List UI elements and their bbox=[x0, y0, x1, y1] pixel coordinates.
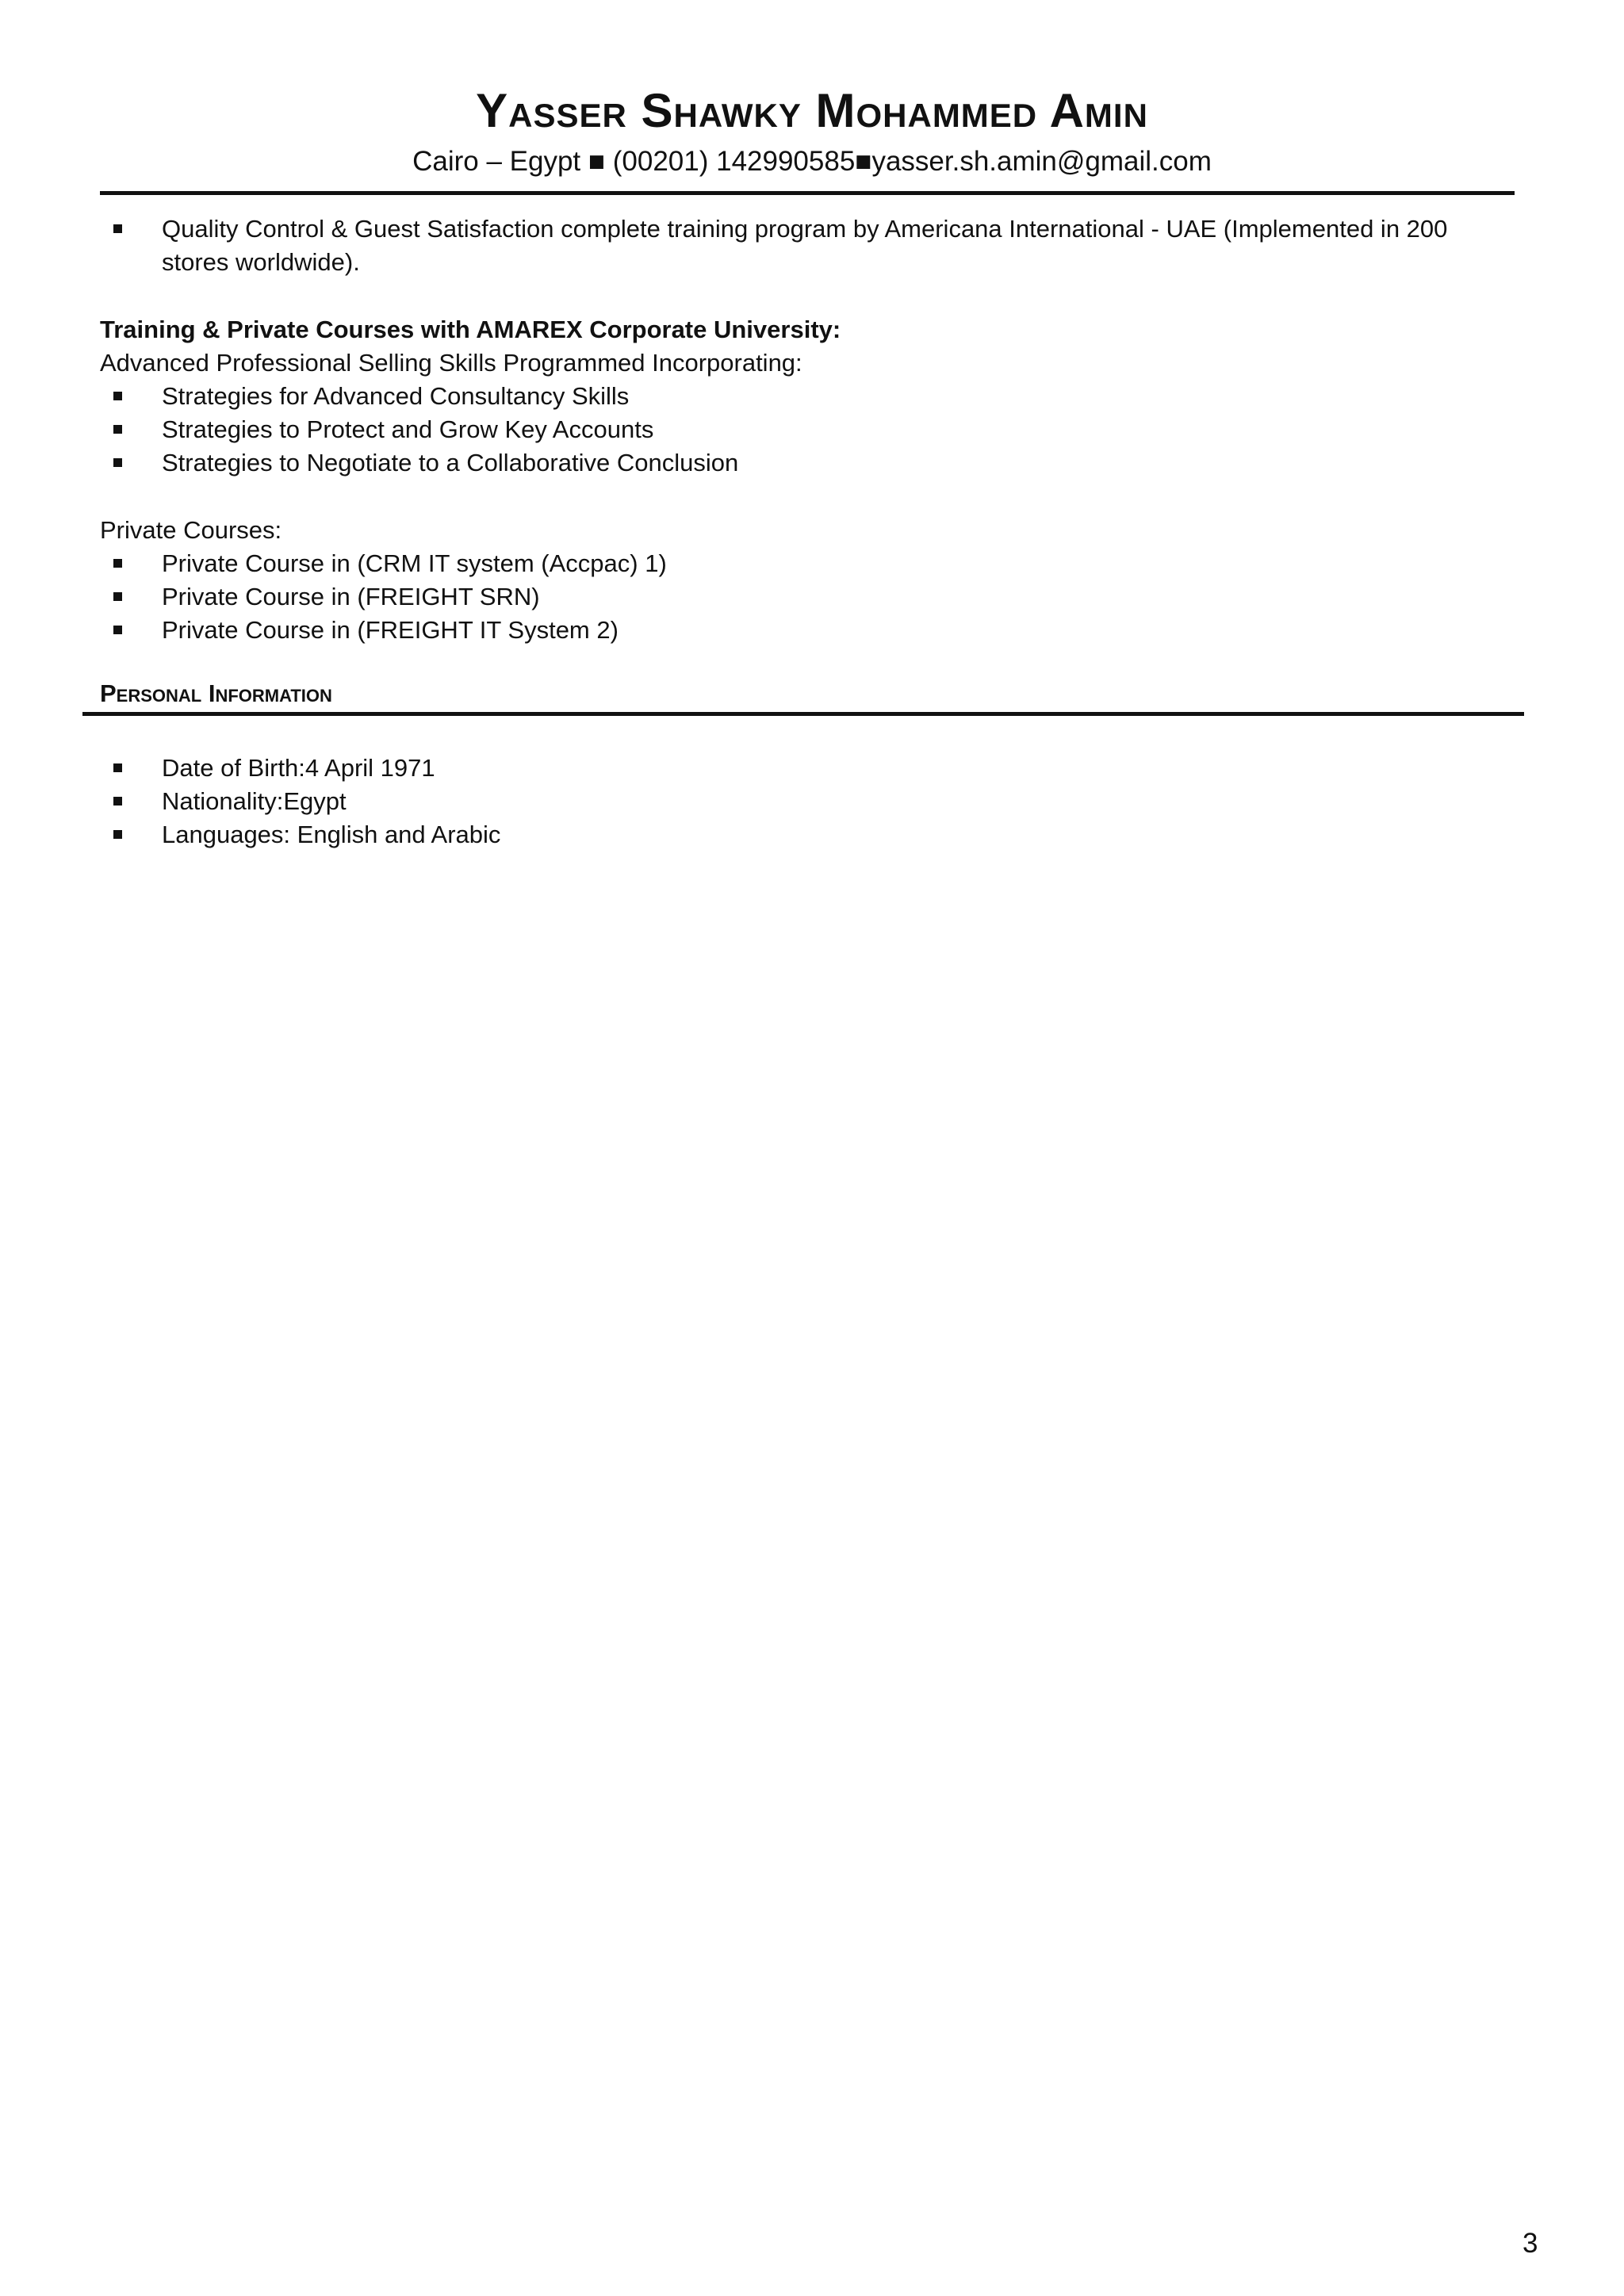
list-item bbox=[100, 212, 1496, 279]
list-item-text: Languages: English and Arabic bbox=[162, 821, 501, 848]
square-bullet-icon bbox=[113, 592, 122, 601]
list-item-text: Strategies to Protect and Grow Key Accounts bbox=[162, 415, 654, 443]
list-item bbox=[100, 580, 1496, 614]
list-item-text: Private Course in (FREIGHT SRN) bbox=[162, 583, 540, 610]
square-bullet-icon bbox=[113, 763, 122, 772]
list-item-text: Private Course in (FREIGHT IT System 2) bbox=[162, 616, 619, 644]
resume-name: Yasser Shawky Mohammed Amin bbox=[476, 84, 1148, 137]
amarex-block bbox=[100, 313, 1496, 480]
personal-information-heading: Personal Information bbox=[100, 679, 332, 707]
square-bullet-icon bbox=[113, 830, 122, 839]
personal-bullet-list bbox=[100, 752, 1496, 851]
square-bullet-icon bbox=[113, 626, 122, 634]
list-item-text: Private Course in (CRM IT system (Accpac) 1) bbox=[162, 549, 667, 577]
square-bullet-icon bbox=[113, 797, 122, 806]
square-bullet-icon bbox=[113, 458, 122, 467]
square-bullet-icon bbox=[113, 425, 122, 434]
page-number: 3 bbox=[1522, 2228, 1538, 2259]
list-item-text: Date of Birth:4 April 1971 bbox=[162, 754, 435, 782]
list-item bbox=[100, 413, 1496, 446]
list-item-text: Strategies to Negotiate to a Collaborative Conclusion bbox=[162, 449, 739, 476]
list-item bbox=[100, 818, 1496, 851]
list-item bbox=[100, 380, 1496, 413]
list-item bbox=[100, 446, 1496, 480]
list-item bbox=[100, 547, 1496, 580]
contact-line: Cairo – Egypt ■ (00201) 142990585■yasser.sh.amin@gmail.com bbox=[412, 146, 1212, 177]
list-item bbox=[100, 614, 1496, 647]
amarex-bullet-list bbox=[100, 380, 1496, 480]
square-bullet-icon bbox=[113, 224, 122, 233]
private-courses-block bbox=[100, 514, 1496, 647]
list-item bbox=[100, 785, 1496, 818]
header-divider bbox=[100, 191, 1515, 195]
list-item-text: Nationality:Egypt bbox=[162, 787, 347, 815]
list-item bbox=[100, 752, 1496, 785]
square-bullet-icon bbox=[113, 559, 122, 568]
list-item-text: Strategies for Advanced Consultancy Skills bbox=[162, 382, 630, 410]
training-continued-block bbox=[100, 212, 1496, 279]
amarex-heading: Training & Private Courses with AMAREX Corporate University: bbox=[100, 316, 841, 343]
private-courses-heading: Private Courses: bbox=[100, 516, 282, 544]
private-courses-bullet-list bbox=[100, 547, 1496, 647]
square-bullet-icon bbox=[113, 392, 122, 400]
section-divider bbox=[82, 712, 1524, 716]
amarex-intro: Advanced Professional Selling Skills Programmed Incorporating: bbox=[100, 349, 802, 377]
personal-information-block bbox=[100, 752, 1496, 851]
list-item-text: Quality Control & Guest Satisfaction complete training program by Americana International - UAE (Implemented in 200 stores worldwide). bbox=[162, 215, 1448, 276]
training-bullet-list bbox=[100, 212, 1496, 279]
